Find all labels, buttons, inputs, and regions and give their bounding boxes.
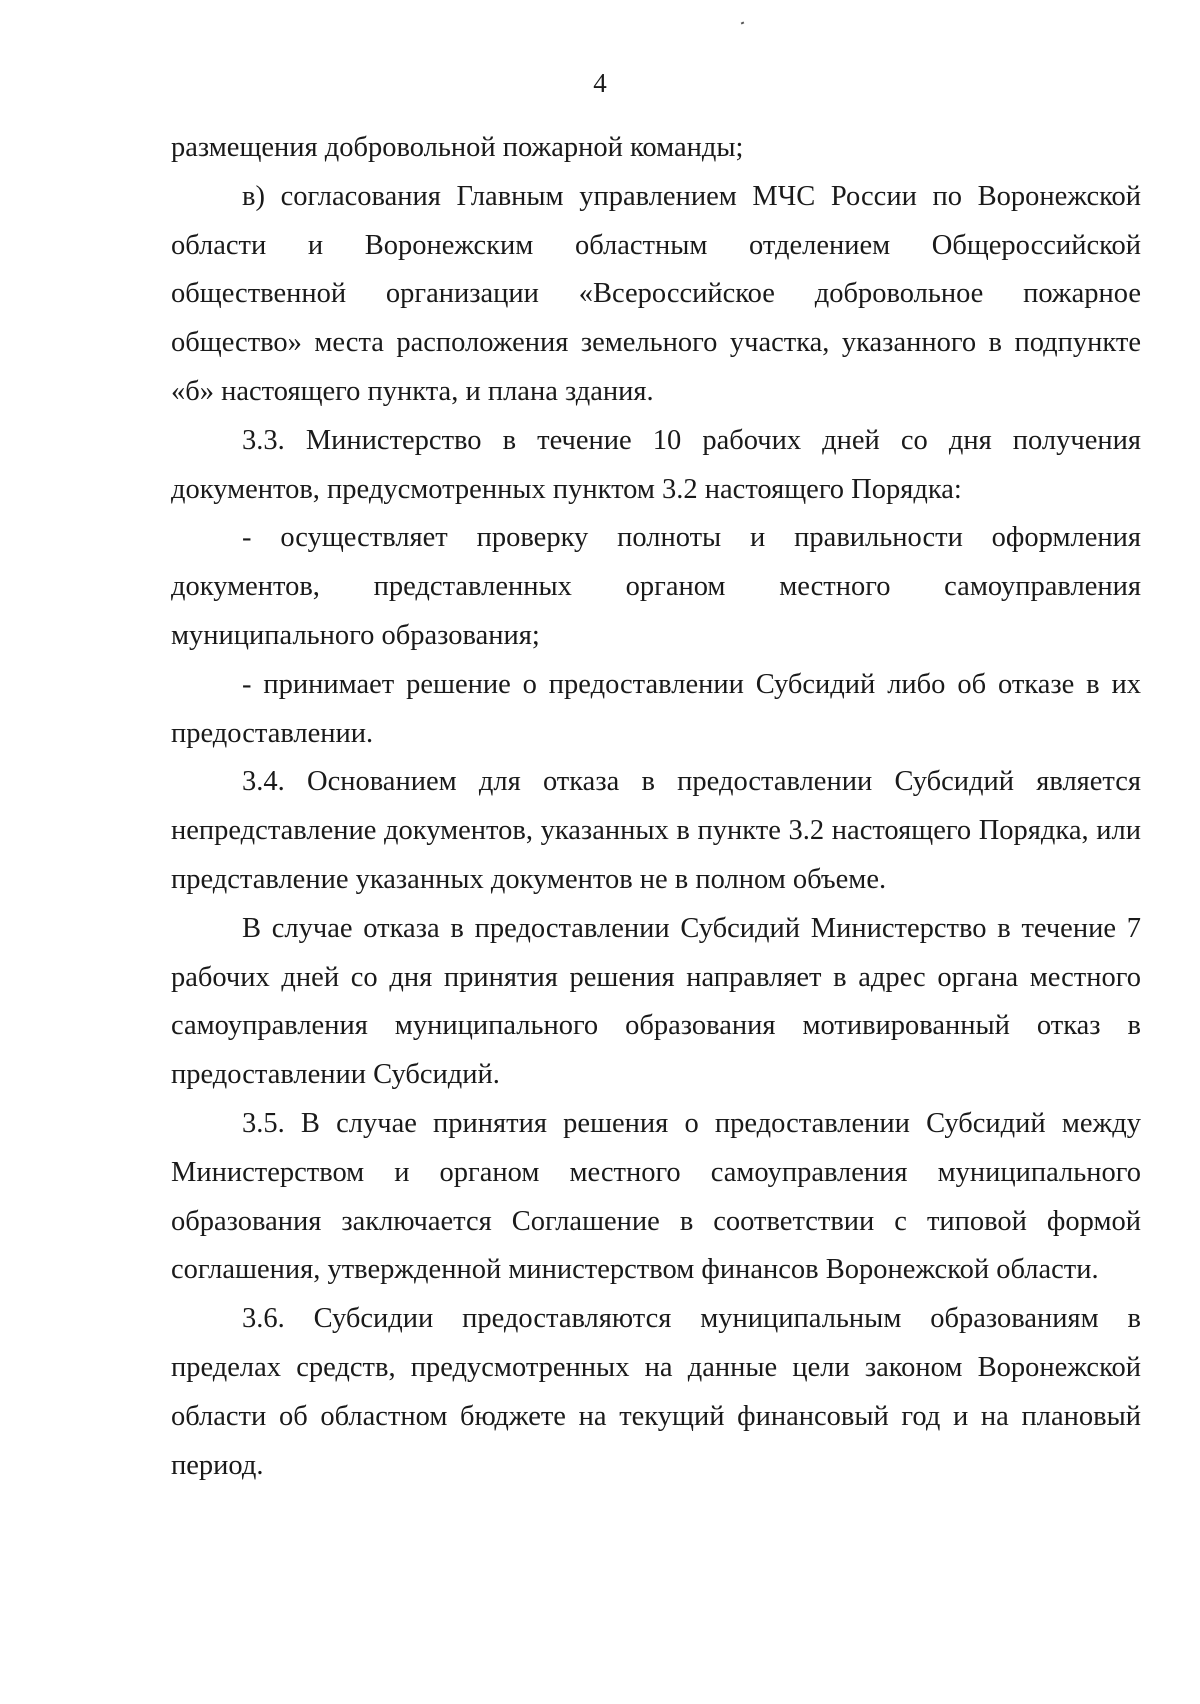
page-number: 4 bbox=[593, 68, 607, 98]
paragraph-3-6: 3.6. Субсидии предоставляются муниципальным образованиям в пределах средств, предусмотренных на данные цели законом Воронежской области об областном бюджете на текущий финансовый год и на плановый период. bbox=[171, 1303, 1141, 1481]
paragraph-3-3: 3.3. Министерство в течение 10 рабочих дней со дня получения документов, предусмотренных пунктом 3.2 настоящего Порядка: bbox=[171, 424, 1141, 505]
paragraph-refusal: В случае отказа в предоставлении Субсидий Министерство в течение 7 рабочих дней со дня принятия решения направляет в адрес органа местного самоуправления муниципального образования мотивированный отказ в предоставлении Субсидий. bbox=[171, 912, 1141, 1091]
paragraph-bullet-decision: - принимает решение о предоставлении Субсидий либо об отказе в их предоставлении. bbox=[171, 668, 1141, 749]
paragraph-continuation: размещения добровольной пожарной команды; bbox=[171, 132, 744, 163]
scan-speck bbox=[741, 21, 745, 24]
paragraph-item-v: в) согласования Главным управлением МЧС России по Воронежской области и Воронежским областным отделением Общероссийской общественной организации «Всероссийское добровольное пожарное общество» места расположения земельного участка, указанного в подпункте «б» настоящего пункта, и плана здания. bbox=[171, 180, 1141, 407]
document-body bbox=[171, 124, 1141, 1490]
paragraph-bullet-check: - осуществляет проверку полноты и правильности оформления документов, представленных органом местного самоуправления муниципального образования; bbox=[171, 522, 1141, 651]
paragraph-3-4: 3.4. Основанием для отказа в предоставлении Субсидий является непредставление документов, указанных в пункте 3.2 настоящего Порядка, или представление указанных документов не в полном объеме. bbox=[171, 766, 1141, 895]
paragraph-3-5: 3.5. В случае принятия решения о предоставлении Субсидий между Министерством и органом местного самоуправления муниципального образования заключается Соглашение в соответствии с типовой формой соглашения, утвержденной министерством финансов Воронежской области. bbox=[171, 1107, 1141, 1286]
